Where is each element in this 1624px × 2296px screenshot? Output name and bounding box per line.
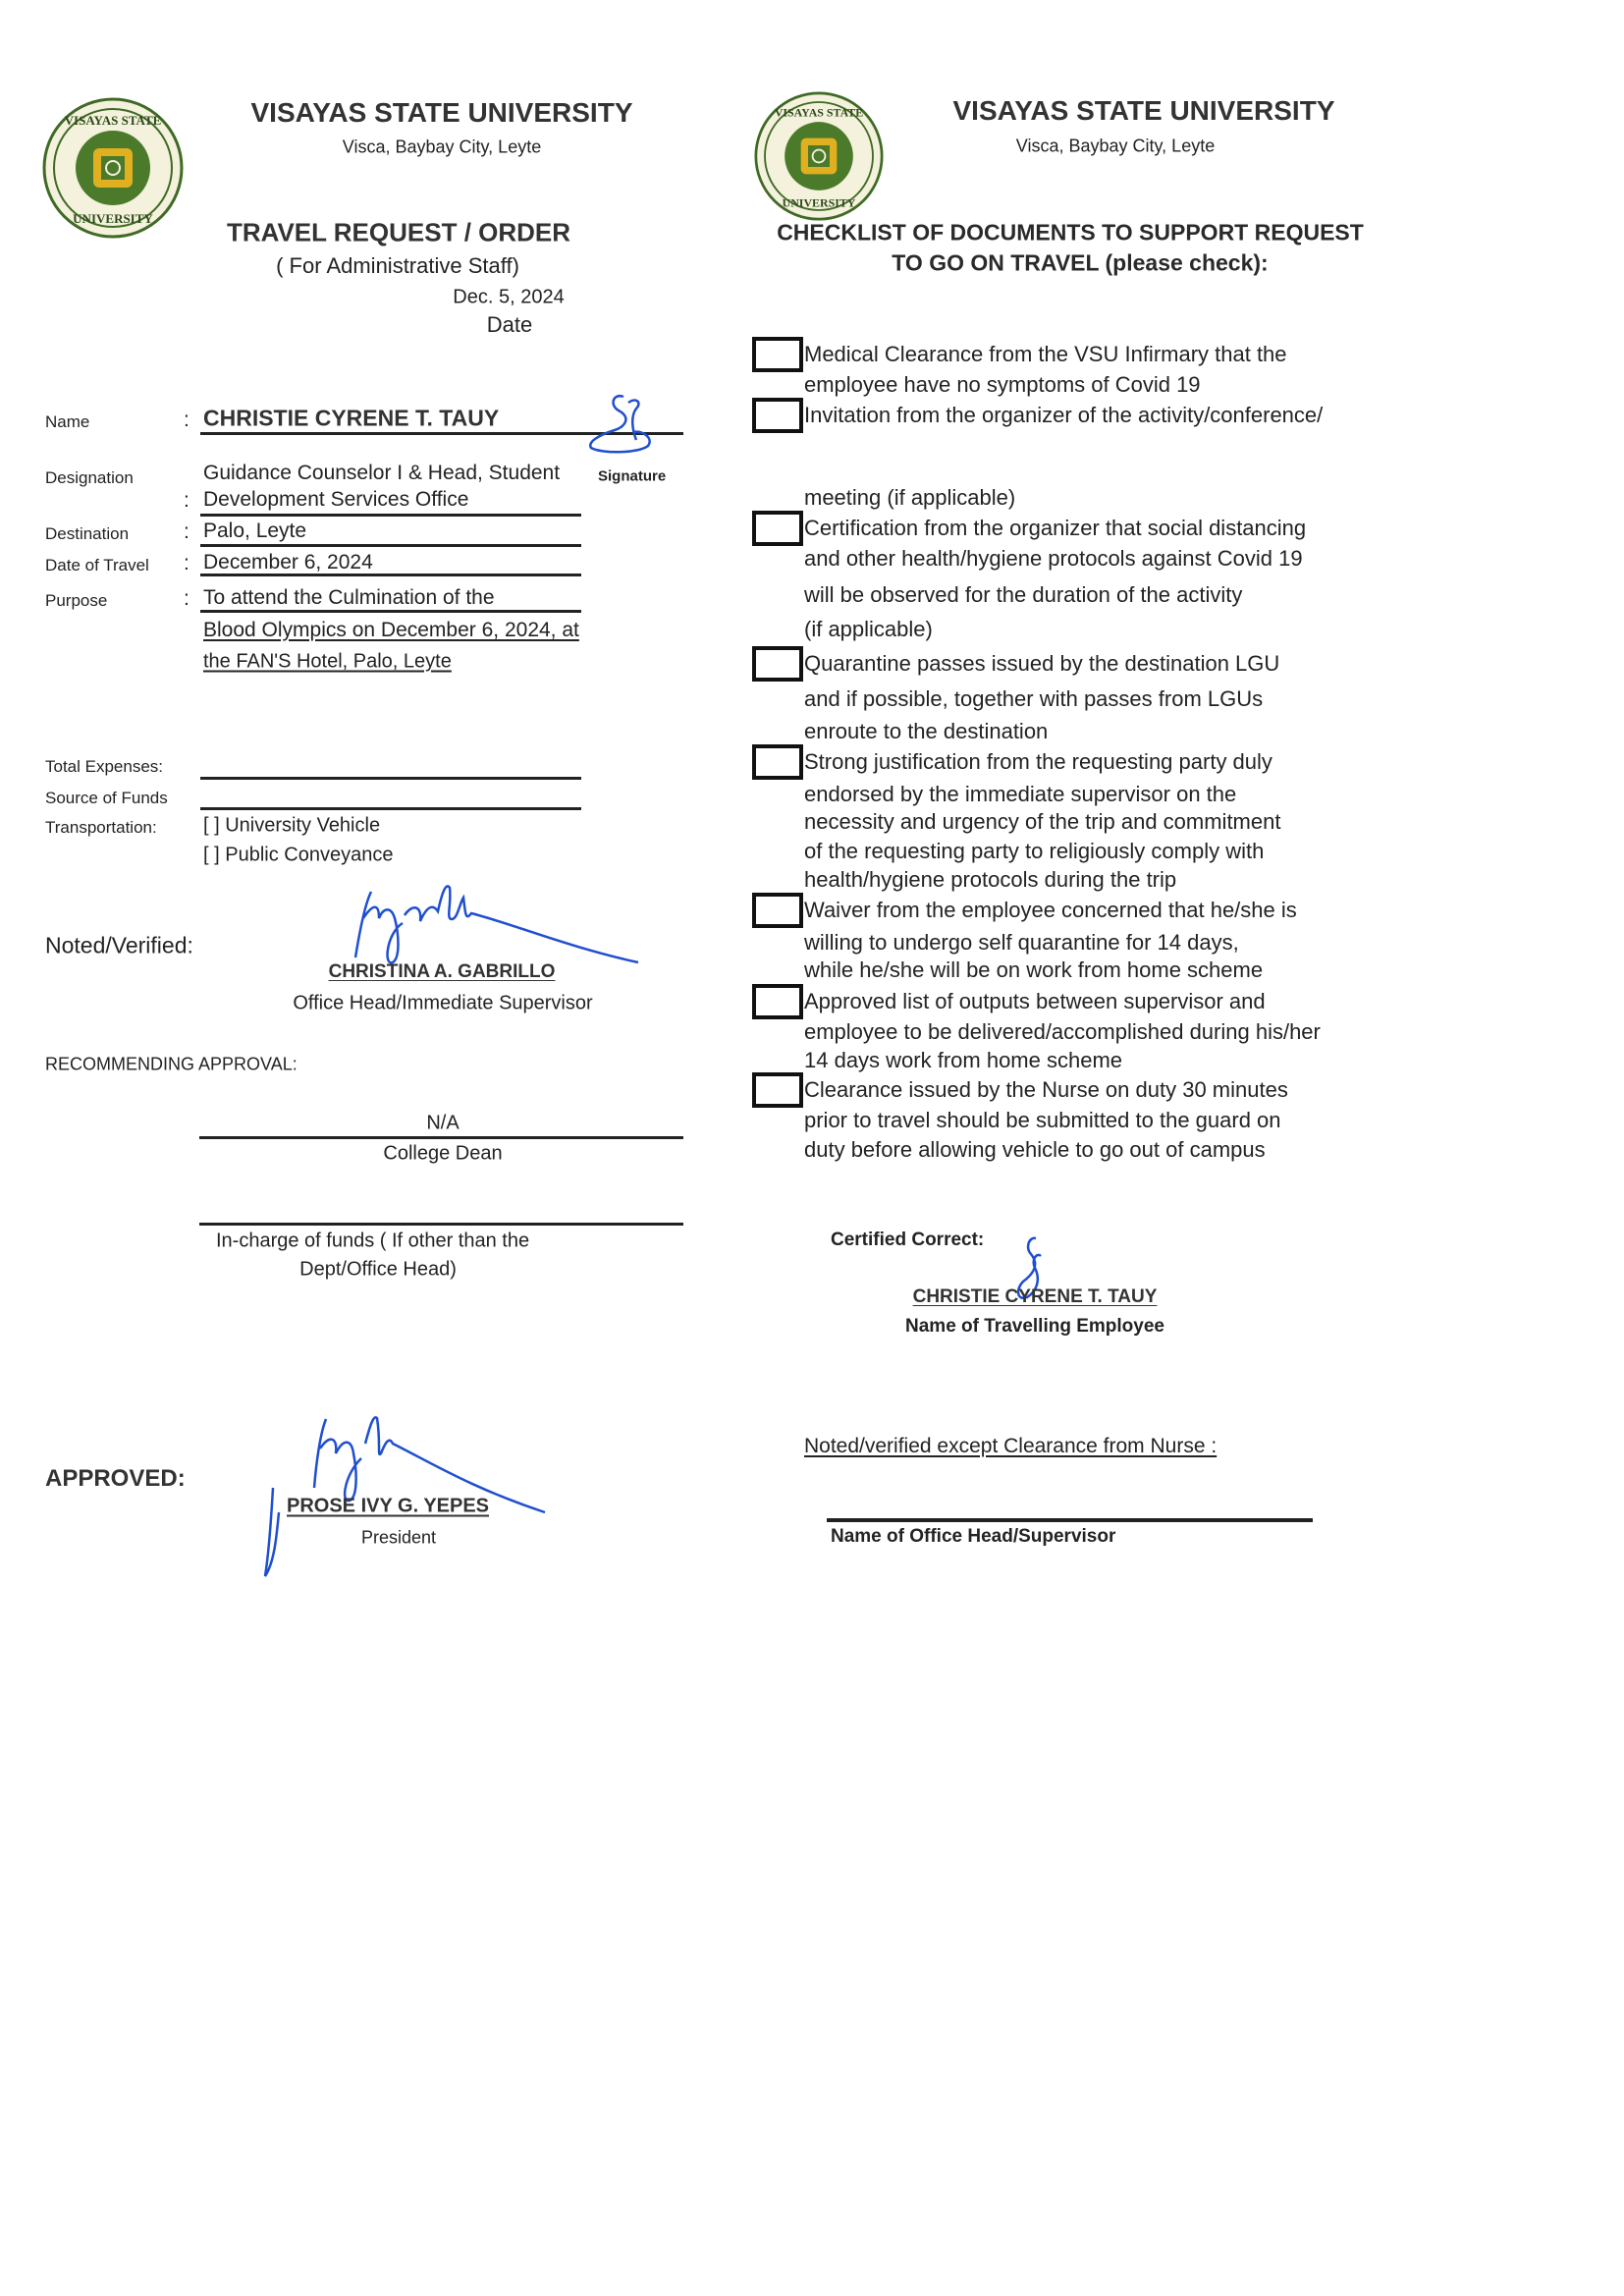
university-name-left: VISAYAS STATE UNIVERSITY [250,97,633,128]
university-seal-left [42,97,184,239]
checklist-item-text: endorsed by the immediate supervisor on the [804,782,1237,806]
office-head-signature-line [827,1518,1313,1522]
request-date: Dec. 5, 2024 [453,286,565,308]
university-name-right: VISAYAS STATE UNIVERSITY [952,95,1335,126]
checklist-item-text: Approved list of outputs between supervisor and [804,989,1266,1013]
designation-label: Designation [45,468,134,487]
name-label: Name [45,412,90,431]
checklist-item-text: and other health/hygiene protocols against Covid 19 [804,546,1303,571]
checklist-item-text: Waiver from the employee concerned that he/she is [804,898,1297,922]
president-name: PROSE IVY G. YEPES [287,1495,490,1517]
purpose-label: Purpose [45,591,108,610]
transportation-label: Transportation: [45,818,157,837]
checklist-item-text: necessity and urgency of the trip and commitment [804,809,1281,834]
checklist-item-text: Certification from the organizer that social distancing [804,516,1307,540]
funds-signature-line [199,1223,683,1226]
checklist-heading-line1: CHECKLIST OF DOCUMENTS TO SUPPORT REQUEST [777,219,1364,246]
checklist-item-text: and if possible, together with passes from LGUs [804,686,1264,711]
supervisor-title: Office Head/Immediate Supervisor [293,992,593,1014]
recommending-approval-label: RECOMMENDING APPROVAL: [45,1054,298,1074]
checklist-checkbox[interactable] [752,1072,803,1108]
svg-text:VISAYAS STATE: VISAYAS STATE [64,113,162,128]
date-of-travel-value: December 6, 2024 [203,551,373,574]
checklist-item-text: Clearance issued by the Nurse on duty 30 minutes [804,1077,1288,1102]
destination-value: Palo, Leyte [203,519,307,542]
checklist-item-text: prior to travel should be submitted to the guard on [804,1108,1281,1132]
source-of-funds-label: Source of Funds [45,789,168,807]
form-subtitle: ( For Administrative Staff) [276,253,519,278]
checklist-item-text: Medical Clearance from the VSU Infirmary that the [804,342,1287,366]
purpose-line1: To attend the Culmination of the [203,586,495,609]
form-title: TRAVEL REQUEST / ORDER [226,217,571,247]
approved-label: APPROVED: [45,1465,186,1492]
transport-option-public-conveyance[interactable]: [ ] Public Conveyance [203,844,394,866]
university-address-right: Visca, Baybay City, Leyte [1015,136,1216,156]
checklist-item-text: duty before allowing vehicle to go out of campus [804,1137,1266,1162]
colon: : [184,520,189,543]
checklist-item-text: employee have no symptoms of Covid 19 [804,372,1201,397]
university-address-left: Visca, Baybay City, Leyte [342,137,542,157]
colon: : [184,552,189,574]
svg-text:UNIVERSITY: UNIVERSITY [782,195,856,210]
checklist-item-text: will be observed for the duration of the activity [804,582,1243,607]
funds-title-line1: In-charge of funds ( If other than the [216,1230,530,1252]
president-title: President [360,1527,437,1548]
supervisor-name: CHRISTINA A. GABRILLO [328,961,556,982]
colon: : [184,587,189,610]
travelling-employee-name: CHRISTIE CYRENE T. TAUY [912,1286,1158,1307]
checklist-heading-line2: TO GO ON TRAVEL (please check): [892,249,1269,276]
signature-label: Signature [598,467,667,485]
dean-title: College Dean [383,1142,503,1165]
total-expenses-field [200,777,581,780]
checklist-item-text: willing to undergo self quarantine for 14 days, [804,930,1239,955]
funds-title-line2: Dept/Office Head) [299,1258,457,1281]
checklist-checkbox[interactable] [752,646,803,682]
president-signature [255,1404,550,1581]
date-label: Date [486,312,533,337]
checklist-item-text: Quarantine passes issued by the destination LGU [804,651,1280,676]
checklist-item-text: enroute to the destination [804,719,1049,743]
designation-line1: Guidance Counselor I & Head, Student [203,462,561,484]
university-seal-right [754,91,884,221]
checklist-checkbox[interactable] [752,398,803,433]
transport-option-university-vehicle[interactable]: [ ] University Vehicle [203,814,381,837]
checklist-checkbox[interactable] [752,511,803,546]
source-of-funds-field [200,807,581,810]
designation-line2: Development Services Office [203,488,469,511]
date-of-travel-underline [200,574,581,576]
supervisor-signature [344,864,648,972]
office-head-title: Name of Office Head/Supervisor [831,1526,1116,1547]
name-value: CHRISTIE CYRENE T. TAUY [203,405,500,431]
svg-text:VISAYAS STATE: VISAYAS STATE [774,105,864,120]
dean-value: N/A [426,1112,460,1134]
checklist-item-text: Invitation from the organizer of the activity/conference/ [804,403,1324,427]
travelling-employee-title: Name of Travelling Employee [905,1316,1164,1337]
checklist-item-text: health/hygiene protocols during the trip [804,867,1177,892]
svg-text:UNIVERSITY: UNIVERSITY [73,211,153,226]
destination-underline [200,544,581,547]
checklist-checkbox[interactable] [752,744,803,780]
checklist-checkbox[interactable] [752,337,803,372]
checklist-item-text: of the requesting party to religiously comply with [804,839,1265,863]
checklist-item-text: (if applicable) [804,617,933,641]
certified-correct-label: Certified Correct: [831,1230,985,1250]
noted-verified-label: Noted/Verified: [45,932,193,958]
colon: : [184,489,189,512]
total-expenses-label: Total Expenses: [45,757,164,776]
colon: : [184,409,189,431]
checklist-item-text: employee to be delivered/accomplished during his/her [804,1019,1321,1044]
designation-underline [200,514,581,517]
date-of-travel-label: Date of Travel [45,556,149,574]
employee-signature [579,391,687,455]
checklist-item-text: 14 days work from home scheme [804,1048,1123,1072]
purpose-line3: the FAN'S Hotel, Palo, Leyte [203,650,452,673]
dean-signature-line [199,1136,683,1139]
checklist-item-text: Strong justification from the requesting party duly [804,749,1272,774]
checklist-item-text: while he/she will be on work from home scheme [804,957,1264,982]
noted-except-label: Noted/verified except Clearance from Nurse : [804,1435,1218,1457]
checklist-checkbox[interactable] [752,984,803,1019]
checklist-item-text: meeting (if applicable) [804,485,1016,510]
destination-label: Destination [45,524,130,543]
purpose-line2: Blood Olympics on December 6, 2024, at [203,619,579,641]
purpose-underline [200,610,581,613]
checklist-checkbox[interactable] [752,893,803,928]
